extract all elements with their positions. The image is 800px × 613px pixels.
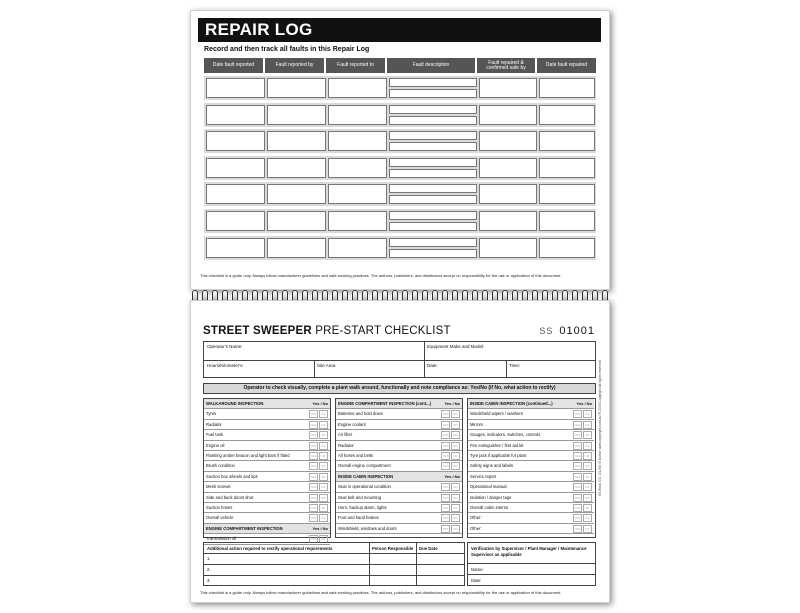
repair-log-cell[interactable] xyxy=(206,131,265,151)
yes-checkbox[interactable]: YES xyxy=(574,443,581,448)
checklist-item-label: Tyre jack if applicable for plant xyxy=(470,453,527,458)
no-checkbox[interactable]: NO xyxy=(583,421,592,429)
checklist-item xyxy=(204,430,330,440)
checklist-item-label: Suction hoses xyxy=(206,505,233,510)
column-engine xyxy=(335,398,463,538)
repair-log-row xyxy=(204,76,596,100)
fault-description-line-1[interactable] xyxy=(389,131,477,140)
checklist-item xyxy=(468,493,594,503)
verification-date-field[interactable]: Date: xyxy=(471,578,482,583)
repair-log-cell[interactable] xyxy=(328,158,387,178)
checklist-item-label: Transmission oil xyxy=(206,536,237,542)
checklist-item xyxy=(204,472,330,482)
yes-checkbox[interactable]: YES xyxy=(442,422,449,427)
yes-checkbox[interactable]: YES xyxy=(442,485,449,490)
checklist-item xyxy=(336,451,462,461)
checklist-item xyxy=(204,461,330,471)
no-checkbox[interactable]: NO xyxy=(583,452,592,460)
yes-checkbox[interactable]: YES xyxy=(310,433,317,438)
checklist-item-label: Seat belt and mounting xyxy=(338,494,382,500)
repair-log-cell[interactable] xyxy=(539,105,595,125)
repair-log-cell[interactable] xyxy=(479,184,537,204)
checklist-item xyxy=(204,409,330,419)
yes-no-header: Yes / No xyxy=(576,401,592,406)
checklist-item-label: Batteries and hold down xyxy=(338,411,383,417)
no-checkbox[interactable]: NO xyxy=(451,462,460,470)
checklist-item-label: Other: xyxy=(470,515,482,521)
operator-name-field[interactable]: Operator's Name: xyxy=(207,344,243,349)
repair-log-cell[interactable] xyxy=(479,158,537,178)
repair-log-cell[interactable] xyxy=(206,238,265,258)
checklist-item xyxy=(468,451,594,461)
repair-log-cell[interactable] xyxy=(328,105,387,125)
checklist-item-label: All hoses and belts xyxy=(338,453,374,458)
yes-checkbox[interactable]: YES xyxy=(574,495,581,500)
checklist-item xyxy=(336,482,462,492)
yes-checkbox[interactable]: YES xyxy=(310,537,317,542)
no-checkbox[interactable]: NO xyxy=(319,483,328,491)
checklist-item xyxy=(204,482,330,492)
action-row-2[interactable]: 2. xyxy=(207,567,211,572)
yes-checkbox[interactable]: YES xyxy=(442,506,449,510)
fault-description-line-1[interactable] xyxy=(389,105,477,114)
repair-log-subtitle: Record and then track all faults in this Repair Log xyxy=(204,46,370,53)
repair-log-cell[interactable] xyxy=(479,78,537,98)
yes-no-header: Yes / No xyxy=(312,525,328,531)
checklist-title-bold: STREET SWEEPER xyxy=(203,325,312,337)
repair-log-page xyxy=(190,10,610,290)
column-cabin xyxy=(467,398,596,538)
repair-log-row xyxy=(204,129,596,153)
checklist-item-label: ENGINE COMPARTMENT INSPECTION (cont...) xyxy=(338,401,431,406)
checklist-item xyxy=(468,472,594,482)
repair-log-cell[interactable] xyxy=(267,238,326,258)
copyright-side-text: SS Book 001 (01/16) © Author www.copyright.com.au ® 2016 Copyright All rights reserved xyxy=(598,360,602,496)
no-checkbox[interactable]: NO xyxy=(451,514,460,522)
checklist-item-label: Tyres xyxy=(206,411,217,417)
fault-description-line-1[interactable] xyxy=(389,238,477,247)
no-checkbox[interactable]: NO xyxy=(583,504,592,512)
yes-checkbox[interactable]: YES xyxy=(310,443,317,448)
yes-checkbox[interactable]: YES xyxy=(442,526,449,531)
repair-log-title: REPAIR LOG xyxy=(198,18,601,42)
no-checkbox[interactable]: NO xyxy=(319,452,328,460)
section-header xyxy=(468,399,594,409)
checklist-title xyxy=(203,325,451,337)
no-checkbox[interactable]: NO xyxy=(319,535,328,543)
no-checkbox[interactable]: NO xyxy=(451,483,460,491)
no-checkbox[interactable]: NO xyxy=(583,473,592,481)
repair-log-cell[interactable] xyxy=(479,238,537,258)
no-checkbox[interactable]: NO xyxy=(451,421,460,429)
yes-checkbox[interactable]: YES xyxy=(310,516,317,521)
date-field[interactable]: Date: xyxy=(427,363,438,368)
repair-log-row xyxy=(204,103,596,127)
checklist-item-label: Other: xyxy=(470,525,482,531)
verification-title: Verification by Supervisor / Plant Manager / Maintenance Supervisor as applicable xyxy=(471,546,587,557)
section-header xyxy=(336,399,462,409)
fault-description-line-1[interactable] xyxy=(389,184,477,193)
no-checkbox[interactable]: NO xyxy=(451,525,460,533)
additional-action-box xyxy=(203,542,465,586)
serial-number xyxy=(539,325,595,337)
yes-checkbox[interactable]: YES xyxy=(574,412,581,417)
no-checkbox[interactable]: NO xyxy=(319,473,328,481)
instruction-banner: Operator to check visually, complete a plant walk around, functionally and note compliance as: Yes/No (if No, what action to rectify) xyxy=(203,383,596,394)
yes-no-header: Yes / No xyxy=(444,401,460,406)
repair-log-cell[interactable] xyxy=(267,131,326,151)
yes-checkbox[interactable]: YES xyxy=(574,454,581,458)
checklist-item xyxy=(336,503,462,513)
checklist-item xyxy=(204,451,330,461)
no-checkbox[interactable]: NO xyxy=(319,514,328,522)
checklist-item-label: Radiator xyxy=(206,421,222,427)
repair-log-row xyxy=(204,156,596,180)
checklist-item-label: Gauges, indicators, switches, controls xyxy=(470,432,541,438)
yes-no-header: Yes / No xyxy=(444,473,460,479)
fault-description-line-1[interactable] xyxy=(389,158,477,167)
yes-checkbox[interactable]: YES xyxy=(574,485,581,490)
yes-checkbox[interactable]: YES xyxy=(574,526,581,531)
checklist-item-label: ENGINE COMPARTMENT INSPECTION xyxy=(206,525,283,531)
no-checkbox[interactable]: NO xyxy=(451,494,460,502)
repair-log-cell[interactable] xyxy=(479,131,537,151)
checklist-item-label: INSIDE CABIN INSPECTION xyxy=(338,473,394,479)
verification-name-field[interactable]: Name: xyxy=(471,567,484,572)
yes-checkbox[interactable]: YES xyxy=(310,464,317,469)
repair-log-row xyxy=(204,182,596,206)
no-checkbox[interactable]: NO xyxy=(451,504,460,512)
repair-log-cell[interactable] xyxy=(328,211,387,231)
yes-checkbox[interactable]: YES xyxy=(310,412,317,417)
repair-log-cell[interactable] xyxy=(479,211,537,231)
no-checkbox[interactable]: NO xyxy=(319,494,328,502)
yes-checkbox[interactable]: YES xyxy=(442,495,449,500)
section-header xyxy=(336,472,462,482)
repair-log-cell[interactable] xyxy=(539,78,595,98)
checklist-item-label: Operational manual xyxy=(470,484,507,490)
checklist-item xyxy=(468,430,594,440)
checklist-item xyxy=(336,441,462,451)
checklist-item-label: Engine coolant xyxy=(338,421,366,427)
checklist-item-label: Service report xyxy=(470,473,497,479)
checklist-item xyxy=(336,461,462,471)
checklist-item-label: INSIDE CABIN INSPECTION (continued...) xyxy=(470,401,553,406)
column-header-description: Fault description xyxy=(387,58,475,73)
checklist-item-label: Windshield, windows and doors xyxy=(338,525,397,531)
column-header-reported-by: Fault reported by xyxy=(265,58,324,73)
yes-checkbox[interactable]: YES xyxy=(442,443,449,448)
site-area-field[interactable]: Site Area: xyxy=(317,363,337,368)
checklist-page xyxy=(190,300,610,603)
equipment-field[interactable]: Equipment Make and Model: xyxy=(427,344,485,349)
repair-log-cell[interactable] xyxy=(206,211,265,231)
no-checkbox[interactable]: NO xyxy=(583,514,592,522)
no-checkbox[interactable]: NO xyxy=(319,431,328,439)
checklist-item xyxy=(336,430,462,440)
checklist-item-label: Mesh screws xyxy=(206,484,231,490)
repair-log-row xyxy=(204,236,596,260)
column-header-reported-to: Fault reported to xyxy=(326,58,385,73)
no-checkbox[interactable]: NO xyxy=(319,410,328,418)
repair-log-row xyxy=(204,209,596,233)
yes-checkbox[interactable]: YES xyxy=(442,433,449,438)
checklist-item-label: Flashing amber beacon and light bars if fitted xyxy=(206,453,290,458)
checklist-item-label: WALKAROUND INSPECTION xyxy=(206,401,264,406)
repair-log-cell[interactable] xyxy=(539,184,595,204)
checklist-item xyxy=(204,441,330,451)
checklist-item xyxy=(336,420,462,430)
yes-checkbox[interactable]: YES xyxy=(310,474,317,479)
repair-log-cell[interactable] xyxy=(267,78,326,98)
column-header-repaired-by: Fault repaired & confirmed safe by xyxy=(477,58,535,73)
yes-checkbox[interactable]: YES xyxy=(442,516,449,521)
checklist-item-label: Foot and hand brakes xyxy=(338,515,379,521)
time-field[interactable]: Time: xyxy=(509,363,521,368)
checklist-item xyxy=(468,482,594,492)
yes-checkbox[interactable]: YES xyxy=(310,454,317,458)
checklist-title-rest: PRE-START CHECKLIST xyxy=(311,325,451,337)
repair-log-cell[interactable] xyxy=(328,78,387,98)
checklist-item xyxy=(468,513,594,523)
repair-log-cell[interactable] xyxy=(539,211,595,231)
checklist-item-label: Engine oil xyxy=(206,442,225,448)
checklist-item xyxy=(336,524,462,534)
section-header xyxy=(204,399,330,409)
fault-description-line-2[interactable] xyxy=(389,116,477,125)
repair-log-cell[interactable] xyxy=(206,184,265,204)
repair-log-cell[interactable] xyxy=(539,238,595,258)
fault-description-line-2[interactable] xyxy=(389,249,477,258)
repair-log-cell[interactable] xyxy=(206,105,265,125)
fault-description-line-2[interactable] xyxy=(389,169,477,178)
checklist-item-label: Suction box wheels and lips xyxy=(206,473,258,479)
serial-prefix: SS xyxy=(539,326,554,336)
repair-log-cell[interactable] xyxy=(206,78,265,98)
checklist-item xyxy=(468,441,594,451)
checklist-item-label: Isolation / danger tags xyxy=(470,494,512,500)
yes-checkbox[interactable]: YES xyxy=(310,485,317,490)
repair-log-cell[interactable] xyxy=(267,184,326,204)
no-checkbox[interactable]: NO xyxy=(319,462,328,470)
checklist-item xyxy=(468,420,594,430)
checklist-item xyxy=(468,524,594,534)
yes-checkbox[interactable]: YES xyxy=(574,516,581,521)
checklist-item xyxy=(468,461,594,471)
action-row-1[interactable]: 1. xyxy=(207,556,211,561)
no-checkbox[interactable]: NO xyxy=(583,431,592,439)
serial-value: 01001 xyxy=(559,325,595,337)
column-header-date-repaired: Date fault repaired xyxy=(537,58,596,73)
fault-description-line-2[interactable] xyxy=(389,195,477,204)
checklist-item-label: Horn, backup alarm, lights xyxy=(338,505,387,510)
no-checkbox[interactable]: NO xyxy=(319,442,328,450)
checklist-item-label: Overall vehicle xyxy=(206,515,234,521)
checklist-item xyxy=(204,493,330,503)
yes-checkbox[interactable]: YES xyxy=(442,454,449,458)
checklist-item-label: Safety signs and labels xyxy=(470,463,514,469)
no-checkbox[interactable]: NO xyxy=(583,410,592,418)
checklist-item-label: Radiator xyxy=(338,442,354,448)
hours-field[interactable]: Hours/Kilometer's: xyxy=(207,363,244,368)
checklist-item xyxy=(336,493,462,503)
checklist-item xyxy=(204,420,330,430)
checklist-item xyxy=(204,503,330,513)
no-checkbox[interactable]: NO xyxy=(451,410,460,418)
repair-log-cell[interactable] xyxy=(328,238,387,258)
repair-log-disclaimer: This checklist is a guide only. Always follow manufacturer guidelines and safe working practices. The authors, publishers, and distributors accept no responsibility for the use or application of this document. xyxy=(200,273,562,278)
checklist-item-label: Air filter xyxy=(338,432,353,438)
column-header-date-reported: Date fault reported xyxy=(204,58,263,73)
section-header xyxy=(204,524,330,534)
checklist-item-label: Mirrors xyxy=(470,421,484,427)
person-responsible-header: Person Responsible xyxy=(372,546,414,551)
yes-checkbox[interactable]: YES xyxy=(574,474,581,479)
yes-checkbox[interactable]: YES xyxy=(442,412,449,417)
repair-log-cell[interactable] xyxy=(539,158,595,178)
no-checkbox[interactable]: NO xyxy=(583,442,592,450)
fault-description-line-2[interactable] xyxy=(389,222,477,231)
repair-log-cell[interactable] xyxy=(267,158,326,178)
checklist-item xyxy=(204,513,330,523)
no-checkbox[interactable]: NO xyxy=(319,421,328,429)
yes-checkbox[interactable]: YES xyxy=(574,506,581,510)
checklist-item xyxy=(468,503,594,513)
checklist-item-label: Overall engine compartment xyxy=(338,463,391,469)
no-checkbox[interactable]: NO xyxy=(451,442,460,450)
checklist-item-label: Brush condition xyxy=(206,463,235,469)
yes-no-header: Yes / No xyxy=(312,401,328,406)
no-checkbox[interactable]: NO xyxy=(583,483,592,491)
repair-log-cell[interactable] xyxy=(206,158,265,178)
checklist-item xyxy=(336,513,462,523)
yes-checkbox[interactable]: YES xyxy=(574,422,581,427)
action-title: Additional action required to rectify operational requirements xyxy=(207,546,333,551)
repair-log-cell[interactable] xyxy=(328,184,387,204)
due-date-header: Due Date xyxy=(419,546,438,551)
checklist-item-label: Windshield wipers / washers xyxy=(470,411,523,417)
action-row-3[interactable]: 3. xyxy=(207,578,211,583)
no-checkbox[interactable]: NO xyxy=(583,525,592,533)
verification-box xyxy=(467,542,596,586)
fault-description-line-1[interactable] xyxy=(389,78,477,87)
checklist-item-label: Fire extinguisher / first aid kit xyxy=(470,442,524,448)
no-checkbox[interactable]: NO xyxy=(451,452,460,460)
no-checkbox[interactable]: NO xyxy=(583,462,592,470)
checklist-item-label: Seat in operational condition xyxy=(338,484,391,490)
repair-log-cell[interactable] xyxy=(539,131,595,151)
checklist-item xyxy=(468,409,594,419)
fault-description-line-2[interactable] xyxy=(389,142,477,151)
no-checkbox[interactable]: NO xyxy=(319,504,328,512)
no-checkbox[interactable]: NO xyxy=(451,431,460,439)
yes-checkbox[interactable]: YES xyxy=(310,506,317,510)
yes-checkbox[interactable]: YES xyxy=(574,433,581,438)
repair-log-cell[interactable] xyxy=(267,105,326,125)
checklist-disclaimer: This checklist is a guide only. Always follow manufacturer guidelines and safe working practices. The authors, publishers, and distributors accept no responsibility for the use or application of this document. xyxy=(200,590,562,595)
yes-checkbox[interactable]: YES xyxy=(310,422,317,427)
yes-checkbox[interactable]: YES xyxy=(574,464,581,469)
repair-log-cell[interactable] xyxy=(479,105,537,125)
column-walkaround xyxy=(203,398,331,542)
operator-info-box xyxy=(203,341,596,378)
checklist-item-label: Fuel tank xyxy=(206,432,224,438)
checklist-item-label: Overall cabin interior xyxy=(470,505,509,510)
repair-log-cell[interactable] xyxy=(267,211,326,231)
fault-description-line-1[interactable] xyxy=(389,211,477,220)
checklist-item-label: Side and back doors shut xyxy=(206,494,254,500)
no-checkbox[interactable]: NO xyxy=(583,494,592,502)
fault-description-line-2[interactable] xyxy=(389,89,477,98)
repair-log-cell[interactable] xyxy=(328,131,387,151)
yes-checkbox[interactable]: YES xyxy=(310,495,317,500)
checklist-item xyxy=(336,409,462,419)
yes-checkbox[interactable]: YES xyxy=(442,464,449,469)
